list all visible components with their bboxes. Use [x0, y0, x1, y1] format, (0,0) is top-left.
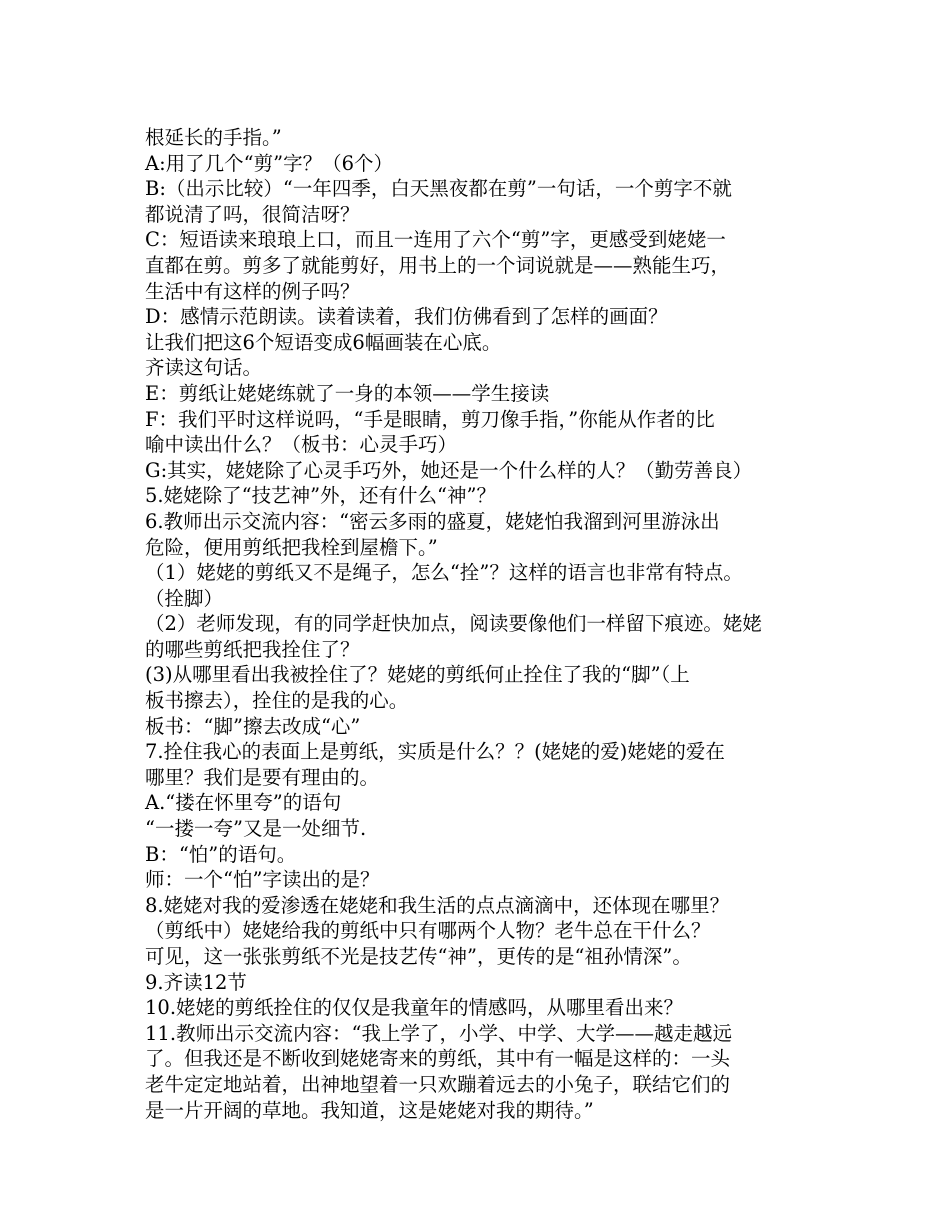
text-line: E：剪纸让姥姥练就了一身的本领——学生接读 — [145, 381, 550, 405]
text-line: （拴脚） — [145, 586, 224, 610]
text-line: 11.教师出示交流内容：“我上学了，小学、中学、大学——越走越远 — [145, 1021, 732, 1045]
text-line: 了。但我还是不断收到姥姥寄来的剪纸，其中有一幅是这样的：一头 — [145, 1047, 731, 1071]
text-line: A.“搂在怀里夸”的语句 — [145, 791, 342, 815]
text-line: 8.姥姥对我的爱渗透在姥姥和我生活的点点滴滴中，还体现在哪里？ — [145, 893, 730, 917]
text-line: 是一片开阔的草地。我知道，这是姥姥对我的期待。” — [145, 1098, 594, 1122]
text-line: 危险，便用剪纸把我栓到屋檐下。” — [145, 535, 438, 559]
text-line: 可见，这一张张剪纸不光是技艺传“神”，更传的是“祖孙情深”。 — [145, 945, 692, 968]
text-line: 老牛定定地站着，出神地望着一只欢蹦着远去的小兔子，联结它们的 — [145, 1072, 731, 1096]
document-body — [145, 125, 835, 1123]
text-line: C：短语读来琅琅上口，而且一连用了六个“剪”字，更感受到姥姥一 — [145, 228, 726, 252]
text-line: “一搂一夸”又是一处细节. — [145, 817, 367, 841]
text-line: (3)从哪里看出我被拴住了？姥姥的剪纸何止拴住了我的“脚”（上 — [145, 663, 690, 687]
text-line: 让我们把这6个短语变成6幅画装在心底。 — [145, 330, 502, 354]
text-line: 5.姥姥除了“技艺神”外，还有什么“神”？ — [145, 484, 496, 508]
text-line: B：“怕”的语句。 — [145, 842, 297, 866]
text-line: 喻中读出什么？（板书：心灵手巧） — [145, 433, 458, 457]
text-line: 6.教师出示交流内容：“密云多雨的盛夏，姥姥怕我溜到河里游泳出 — [145, 509, 720, 533]
text-line: （剪纸中）姥姥给我的剪纸中只有哪两个人物？老牛总在干什么？ — [145, 919, 711, 943]
text-line: 10.姥姥的剪纸拴住的仅仅是我童年的情感吗，从哪里看出来？ — [145, 996, 684, 1020]
text-line: 板书擦去），拴住的是我的心。 — [145, 689, 409, 713]
text-line: D：感情示范朗读。读着读着，我们仿佛看到了怎样的画面？ — [145, 305, 668, 329]
text-line: 直都在剪。剪多了就能剪好，用书上的一个词说就是——熟能生巧， — [145, 253, 731, 277]
text-line: 都说清了吗，很简洁呀？ — [145, 202, 360, 226]
text-line: （1）姥姥的剪纸又不是绳子，怎么“拴”？这样的语言也非常有特点。 — [145, 561, 743, 585]
text-line: 哪里？我们是要有理由的。 — [145, 765, 380, 789]
text-line: F：我们平时这样说吗，“手是眼睛，剪刀像手指，”你能从作者的比 — [145, 407, 715, 431]
text-line: 的哪些剪纸把我拴住了？ — [145, 637, 360, 661]
text-line: 7.拴住我心的表面上是剪纸，实质是什么？？(姥姥的爱)姥姥的爱在 — [145, 740, 725, 764]
text-line: （2）老师发现，有的同学赶快加点，阅读要像他们一样留下痕迹。姥姥 — [145, 612, 762, 636]
text-line: 生活中有这样的例子吗？ — [145, 279, 360, 303]
text-line: 齐读这句话。 — [145, 356, 263, 380]
text-line: B:（出示比较）“一年四季，白天黑夜都在剪”一句话，一个剪字不就 — [145, 177, 732, 201]
text-line: 师：一个“怕”字读出的是？ — [145, 868, 380, 892]
text-line: 根延长的手指。” — [145, 126, 282, 149]
text-line: 9.齐读12节 — [145, 970, 247, 994]
text-line: A:用了几个“剪”字？（6个） — [145, 151, 393, 175]
text-line: G:其实，姥姥除了心灵手巧外，她还是一个什么样的人？（勤劳善良） — [145, 458, 753, 482]
text-line: 板书：“脚”擦去改成“心” — [145, 714, 361, 738]
